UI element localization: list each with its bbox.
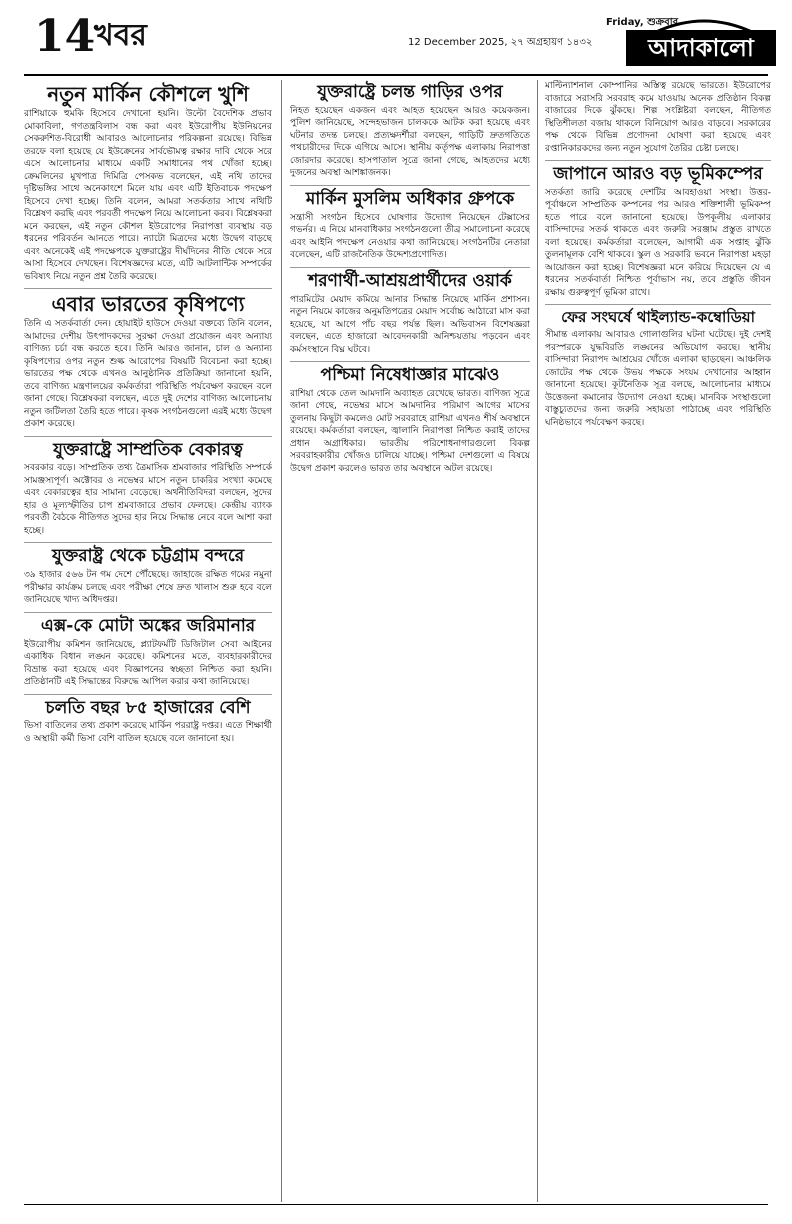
headline: এক্স-কে মোটা অঙ্কের জরিমানার bbox=[40, 615, 256, 636]
article-body: সীমান্ত এলাকায় আবারও গোলাগুলির ঘটনা ঘটেছে। দুই দেশই পরস্পরকে যুদ্ধবিরতি লঙ্ঘনের অভিযোগ করছে। স্থানীয় বাসিন্দারা নিরাপদ আশ্রয়ের খোঁজে এলাকা ছাড়ছেন। আঞ্চলিক জোটের পক্ষ থেকে উভয় পক্ষকে সংযম দেখানোর আহ্বান জানানো হয়েছে। কূটনৈতিক সূত্র বলছে, আলোচনার মাধ্যমে উত্তেজনা কমানোর উদ্যোগ নেওয়া হচ্ছে। মানবিক সংস্থাগুলো বাস্তুচ্যুতদের জন্য জরুরি সহায়তা পাঠাচ্ছে এবং পরিস্থিতি ঘনিষ্ঠভাবে পর্যবেক্ষণ করছে। bbox=[545, 330, 771, 428]
footer-rule bbox=[24, 1204, 768, 1205]
divider bbox=[24, 436, 272, 437]
column-divider bbox=[537, 80, 538, 1202]
headline: নতুন মার্কিন কৌশলে খুশি bbox=[47, 82, 249, 106]
headline: মার্কিন মুসলিম অধিকার গ্রুপকে bbox=[305, 188, 515, 209]
headline: শরণার্থী-আশ্রয়প্রার্থীদের ওয়ার্ক bbox=[308, 270, 512, 291]
headline: পশ্চিমা নিষেধাজ্ঞার মাঝেও bbox=[320, 365, 500, 386]
column-divider bbox=[281, 80, 282, 1202]
article-body: রাশিয়াকে হুমকি হিসেবে দেখানো হয়নি। উল্টো বৈদেশিক প্রভাব মোকাবিলা, গণতন্ত্রবিলাস বন্ধ করা এবং ইউরোপীয় ইউনিয়নের সেকরুশিত-বিরোধী আবারও আলোচনার পরিকল্পনা রয়েছে। বিভিন্ন তরফে বলা হয়েছে যে ইউক্রেনের সার্বভৌমত্ব রক্ষার দাবি থেকে সরে এসে আলোচনার মাধ্যমে একটি সমাধানের পথ খোঁজা হচ্ছে। ক্রেমলিনের মুখপাত্র দিমিত্রি পেসকভ বলেছেন, এই নথি তাদের দৃষ্টিভঙ্গির সাথে অনেকাংশে মিলে যায় এবং এটি ইতিবাচক পদক্ষেপ হিসেবে দেখা হচ্ছে। তিনি বলেন, আমরা সতর্কতার সাথে নথিটি বিশ্লেষণ করছি এবং পরবর্তী পদক্ষেপ নিয়ে আলোচনা করব। বিশ্লেষকরা মনে করছেন, এই নতুন কৌশল ইউরোপের নিরাপত্তা ব্যবস্থায় বড় ধরনের পরিবর্তন আনতে পারে। ন্যাটো মিত্রদের মধ্যে উদ্বেগ বাড়ছে এবং অনেকেই এই পদক্ষেপকে যুক্তরাষ্ট্রের দীর্ঘদিনের নীতি থেকে সরে আসা হিসেবে দেখছেন। বিশেষজ্ঞদের মতে, এটি আটলান্টিক সম্পর্কের ভবিষ্যৎ নিয়ে নতুন প্রশ্ন তৈরি করেছে। bbox=[24, 109, 272, 282]
newspaper-logo: আদাকালো bbox=[626, 30, 776, 66]
article-body: ইউরোপীয় কমিশন জানিয়েছে, প্ল্যাটফর্মটি ডিজিটাল সেবা আইনের একাধিক বিধান লঙ্ঘন করেছে। কমিশনের মতে, ব্যবহারকারীদের বিভ্রান্ত করা হয়েছে এবং বিজ্ঞাপনের স্বচ্ছতা নিশ্চিত করা হয়নি। প্রতিষ্ঠানটি এই সিদ্ধান্তের বিরুদ্ধে আপিল করার কথা জানিয়েছে। bbox=[24, 639, 272, 688]
article-body: ৩৯ হাজার ৫৬৬ টন গম দেশে পৌঁছেছে। জাহাজে রক্ষিত গমের নমুনা পরীক্ষার কার্যক্রম চলছে এবং পরীক্ষা শেষে দ্রুত খালাস শুরু হবে বলে জানিয়েছে খাদ্য অধিদপ্তর। bbox=[24, 570, 272, 606]
article-body: রাশিয়া থেকে তেল আমদানি অব্যাহত রেখেছে ভারত। বাণিজ্য সূত্রে জানা গেছে, নভেম্বর মাসে আমদানির পরিমাণ আগের মাসের তুলনায় কিছুটা কমলেও মোট সরবরাহে রাশিয়া এখনও শীর্ষ অবস্থানে রয়েছে। কর্মকর্তারা বলছেন, জ্বালানি নিরাপত্তা নিশ্চিত করাই তাদের প্রধান অগ্রাধিকার। ভারতীয় পরিশোধনাগারগুলো বিকল্প সরবরাহকারীর খোঁজও চালিয়ে যাচ্ছে। পশ্চিমা দেশগুলো এ বিষয়ে উদ্বেগ প্রকাশ করলেও ভারত তার অবস্থানে অটল রয়েছে। bbox=[290, 388, 530, 474]
divider bbox=[24, 612, 272, 613]
page-number: 14 bbox=[34, 11, 96, 62]
column-left bbox=[24, 80, 272, 1202]
headline: চলতি বছর ৮৫ হাজারের বেশি bbox=[45, 697, 251, 718]
divider bbox=[24, 288, 272, 289]
column-middle bbox=[290, 80, 530, 1202]
divider bbox=[545, 160, 771, 161]
article-body: নিহত হয়েছেন একজন এবং আহত হয়েছেন আরও কয়েকজন। পুলিশ জানিয়েছে, সন্দেহভাজন চালককে আটক করা হয়েছে এবং ঘটনার তদন্ত চলছে। প্রত্যক্ষদর্শীরা বলছেন, গাড়িটি দ্রুতগতিতে পথচারীদের দিকে এগিয়ে আসে। স্থানীয় কর্তৃপক্ষ এলাকায় নিরাপত্তা জোরদার করেছে। হাসপাতাল সূত্রে জানা গেছে, আহতদের মধ্যে দুজনের অবস্থা আশঙ্কাজনক। bbox=[290, 105, 530, 179]
weekday: Friday, শুক্রবার bbox=[606, 17, 679, 28]
article-body: ভিসা বাতিলের তথ্য প্রকাশ করেছে মার্কিন পররাষ্ট্র দপ্তর। এতে শিক্ষার্থী ও অস্থায়ী কর্মী ভিসা বেশি বাতিল হয়েছে বলে জানানো হয়। bbox=[24, 721, 272, 744]
headline: ফের সংঘর্ষে থাইল্যান্ড-কম্বোডিয়া bbox=[561, 308, 755, 327]
divider bbox=[24, 542, 272, 543]
divider bbox=[24, 694, 272, 695]
article-body: তিনি এ সতর্কবার্তা দেন। হোয়াইট হাউসে দেওয়া বক্তব্যে তিনি বলেন, আমাদের দেশীয় উৎপাদকদের সুরক্ষা দেওয়া প্রয়োজন এবং অন্যায্য বাণিজ্য চর্চা বন্ধ করতে হবে। তিনি আরও জানান, চাল ও অন্যান্য কৃষিপণ্যের ওপর নতুন শুল্ক আরোপের বিষয়টি বিবেচনা করা হচ্ছে। ভারতের পক্ষ থেকে এখনও আনুষ্ঠানিক প্রতিক্রিয়া জানানো হয়নি, তবে বাণিজ্য মন্ত্রণালয়ের কর্মকর্তারা পরিস্থিতি পর্যবেক্ষণ করছেন বলে জানা গেছে। বিশ্লেষকরা বলছেন, এতে দুই দেশের বাণিজ্য আলোচনায় নতুন জটিলতা তৈরি হতে পারে। কৃষক সংগঠনগুলো এরই মধ্যে উদ্বেগ প্রকাশ করেছে। bbox=[24, 319, 272, 429]
divider bbox=[290, 185, 530, 186]
article-body: মাল্টিন্যাশনাল কোম্পানির অস্তিত্ব রয়েছে ভারতে। ইউরোপের বাজারে সরাসরি সরবরাহ কমে যাওয়ায় অনেক প্রতিষ্ঠান বিকল্প বাজারের দিকে ঝুঁকছে। শিল্প সংশ্লিষ্টরা বলছেন, নীতিগত স্থিতিশীলতা বজায় থাকলে বিনিয়োগ আরও বাড়বে। সরকারের পক্ষ থেকে বিভিন্ন প্রণোদনা ঘোষণা করা হয়েছে এবং রপ্তানিকারকদের জন্য নতুন সুযোগ তৈরির চেষ্টা চলছে। bbox=[545, 81, 771, 154]
article-body: সবরকার বড়ে। সাম্প্রতিক তথ্য ত্রৈমাসিক শ্রমবাজার পরিস্থিতি সম্পর্কে সামঞ্জস্যপূর্ণ। অক্টোবর ও নভেম্বর মাসে নতুন চাকরির সংখ্যা কমেছে এবং বেকারত্বের হার সামান্য বেড়েছে। অর্থনীতিবিদরা বলছেন, সুদের হার ও মূল্যস্ফীতির চাপ শ্রমবাজারে প্রভাব ফেলছে। কেন্দ্রীয় ব্যাংক পরবর্তী বৈঠকে নীতিগত সুদের হার নিয়ে সিদ্ধান্ত নেবে বলে আশা করা হচ্ছে। bbox=[24, 463, 272, 536]
divider bbox=[290, 267, 530, 268]
headline: যুক্তরাষ্ট্রে চলন্ত গাড়ির ওপর bbox=[317, 82, 503, 102]
article-body: সতর্কতা জারি করেছে দেশটির আবহাওয়া সংস্থা। উত্তর-পূর্বাঞ্চলে সাম্প্রতিক কম্পনের পর আরও শক্তিশালী ভূমিকম্প হতে পারে বলে জানানো হয়েছে। উপকূলীয় এলাকার বাসিন্দাদের সতর্ক থাকতে এবং জরুরি সরঞ্জাম প্রস্তুত রাখতে বলা হয়েছে। কর্মকর্তারা বলেছেন, আগামী এক সপ্তাহ ঝুঁকি তুলনামূলক বেশি থাকবে। স্কুল ও সরকারি ভবনে নিরাপত্তা মহড়া আয়োজন করা হচ্ছে। বিশেষজ্ঞরা মনে করিয়ে দিয়েছেন যে এ ধরনের সতর্কবার্তা নিশ্চিত পূর্বাভাস নয়, তবে প্রস্তুতি জীবন রক্ষায় গুরুত্বপূর্ণ ভূমিকা রাখে। bbox=[545, 187, 771, 298]
column-right bbox=[545, 80, 771, 1202]
masthead-rule bbox=[24, 74, 768, 76]
masthead bbox=[24, 10, 768, 72]
article-body: সন্ত্রাসী সংগঠন হিসেবে ঘোষণার উদ্যোগ নিয়েছেন টেক্সাসের গভর্নর। এ নিয়ে মানবাধিকার সংগঠনগুলো তীব্র সমালোচনা করেছে এবং আইনি পদক্ষেপ নেওয়ার কথা জানিয়েছে। সংগঠনটির নেতারা বলেছেন, এটি রাজনৈতিক উদ্দেশ্যপ্রণোদিত। bbox=[290, 212, 530, 261]
article-body: পারমিটের মেয়াদ কমিয়ে আনার সিদ্ধান্ত নিয়েছে মার্কিন প্রশাসন। নতুন নিয়মে কাজের অনুমতিপত্রের মেয়াদ সর্বোচ্চ আঠারো মাস করা হয়েছে, যা আগে পাঁচ বছর পর্যন্ত ছিল। অভিবাসন বিশেষজ্ঞরা বলছেন, এতে হাজারো আবেদনকারী অনিশ্চয়তায় পড়বেন এবং কর্মসংস্থানে বিঘ্ন ঘটবে। bbox=[290, 294, 530, 355]
dateline: 12 December 2025, ২৭ অগ্রহায়ণ ১৪৩২ bbox=[408, 37, 593, 48]
section-title: খবর bbox=[94, 18, 147, 53]
headline: যুক্তরাষ্ট্র থেকে চট্টগ্রাম বন্দরে bbox=[51, 546, 245, 567]
headline: এবার ভারতের কৃষিপণ্যে bbox=[51, 292, 245, 316]
divider bbox=[545, 304, 771, 305]
divider bbox=[290, 361, 530, 362]
headline: যুক্তরাষ্ট্রে সাম্প্রতিক বেকারত্ব bbox=[53, 439, 243, 460]
headline: জাপানে আরও বড় ভূমিকম্পের bbox=[553, 164, 763, 184]
